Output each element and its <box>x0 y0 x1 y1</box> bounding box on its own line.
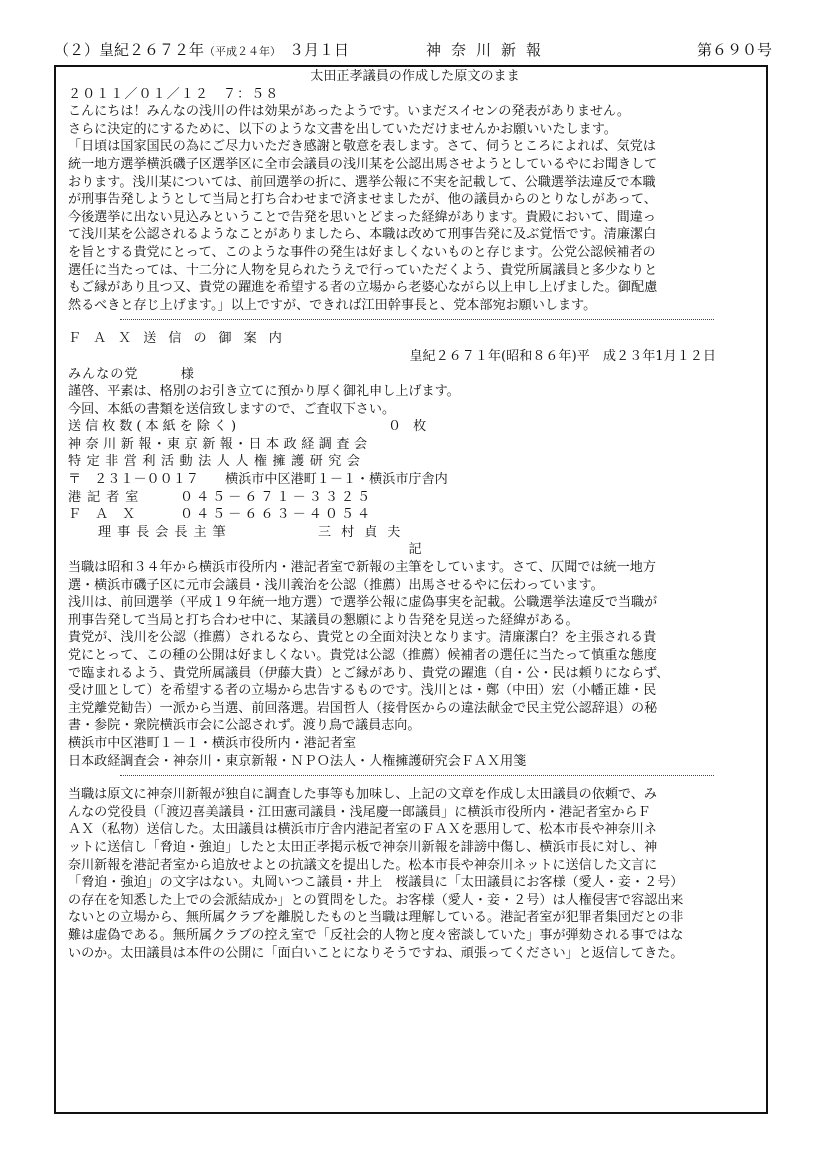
fax-pages: 送信枚数(本紙を除く) ０枚 <box>68 419 439 435</box>
text-line: 難は虚偽である。無所属クラブの控え室で「反社会的人物と度々密談していた」事が弾劾される事ではな <box>68 927 684 943</box>
fax-notice: 今回、本紙の書類を送信致しますので、ご査収下さい。 <box>68 401 396 417</box>
text-line: て浅川某を公認されるようなことがありましたら、本職は改めて刑事告発に及ぶ覚悟です。清廉潔白 <box>68 227 657 243</box>
text-line: もご縁があり且つ又、貴党の躍進を希望する者の立場から老婆心ながら以上申し上げました。御配慮 <box>68 280 658 296</box>
text-line: 選任に当たっては、十二分に人物を見られたうえで行っていただくよう、貴党所属議員と多少なりと <box>68 262 658 278</box>
issue-number: 第６９０号 <box>696 41 772 59</box>
text-line: 日本政経調査会・神奈川・東京新報・ＮＰＯ法人・人権擁護研究会ＦＡＸ用箋 <box>68 753 527 769</box>
text-line: 受け皿として）を希望する者の立場から忠告するものです。浅川とは・鄭（中田）宏（小幡正雄・民 <box>68 683 657 699</box>
text-line: 「脅迫・強迫」の文字はない。丸岡いつこ議員・井上 桜議員に「太田議員にお客様（愛人・妾・２号） <box>68 875 684 891</box>
fax-tel: 港記者室 ０４５－６７１－３３２５ <box>68 489 374 505</box>
section-title: 太田正孝議員の作成した原文のまま <box>310 69 520 84</box>
fax-title: ＦＡＸ送信の御案内 <box>68 331 294 347</box>
text-line: 然るべきと存じ上げます。」以上ですが、できれば江田幹事長と、党本部宛お願いします。 <box>68 297 597 313</box>
text-line: 当職は原文に神奈川新報が独自に調査した事等も加味し、上記の文章を作成し太田議員の依頼で、み <box>68 787 657 803</box>
text-line: んなの党役員（「渡辺喜美議員・江田憲司議員・浅尾慶一郎議員」に横浜市役所内・港記者室からＦ <box>68 804 651 820</box>
text-line: 今後選挙に出ない見込みということで告発を思いとどまった経緯があります。貴殿において、間違っ <box>68 209 656 225</box>
text-line: が刑事告発しようとして当局と打ち合わせまで済ませましたが、他の議員からのとりなしがあって、 <box>68 192 657 208</box>
text-line: 当職は昭和３４年から横浜市役所内・港記者室で新報の主筆をしています。さて、仄聞では統一地方 <box>68 560 656 576</box>
fax-recipient: みんなの党 様 <box>68 366 195 382</box>
text-line: こんにちは！みんなの浅川の件は効果があったようです。いまだスイセンの発表がありません。 <box>68 104 630 120</box>
text-line: 統一地方選挙横浜磯子区選挙区に全市会議員の浅川某を公認出馬させようとしているやにお聞きして <box>68 156 658 172</box>
text-line: 横浜市中区港町１－１・横浜市役所内・港記者室 <box>68 735 357 751</box>
text-line: の存在を知悉した上での会派結成か」との質問をした。お客様（愛人・妾・２号）は人権侵害で容認出来 <box>68 892 684 908</box>
article-body <box>68 68 762 962</box>
text-line: 党にとって、この種の公開は好ましくない。貴党は公認（推薦）候補者の選任に当たって慎重な態度 <box>68 648 657 663</box>
fax-address: 〒 ２３１－００１７ 横浜市中区港町１－１・横浜市庁舎内 <box>68 472 448 488</box>
text-line: いのか。太田議員は本件の公開に「面白いことになりそうですね、頑張ってください」と返信してきた。 <box>68 945 684 961</box>
email-datetime: ２０１１／０１／１２ ７：５８ <box>68 86 280 102</box>
text-line: ＡＸ（私物）送信した。太田議員は横浜市庁舎内港記者室のＦＡＸを悪用して、松本市長や神奈川ネ <box>68 822 657 838</box>
fax-signer: 理事長会長主筆 三村貞夫 <box>98 524 411 540</box>
ki-heading: 記 <box>408 542 422 558</box>
text-line: おります。浅川某については、前回選挙の折に、選挙公報に不実を記載して、公職選挙法違反で本職 <box>68 174 656 190</box>
fax-fax: ＦＡＸ ０４５－６６３－４０５４ <box>68 507 374 523</box>
dotted-separator <box>120 774 714 776</box>
text-line: で臨まれるよう、貴党所属議員（伊藤大貴）とご縁があり、貴党の躍進（自・公・民は頼りにならず、 <box>68 665 670 681</box>
text-line: ットに送信し「脅迫・強迫」したと太田正孝掲示板で神奈川新報を誹謗中傷し、横浜市長に対し、神 <box>68 839 658 855</box>
text-line: 選・横浜市磯子区に元市会議員・浅川義治を公認（推薦）出馬させるやに伝わっています。 <box>68 577 604 593</box>
text-line: 主党離党勧告）一派から当選、前回落選。岩国哲人（接骨医からの違法献金で民主党公認辞退）の秘 <box>68 700 658 716</box>
page-header <box>54 38 772 62</box>
text-line: 刑事告発して当局と打ち合わせ中に、某議員の懇願により告発を見送った経緯がある。 <box>68 612 579 628</box>
text-line: 浅川は、前回選挙（平成１９年統一地方選）で選挙公報に虚偽事実を記載。公職選挙法違反で当職が <box>68 595 658 611</box>
dotted-separator <box>120 318 714 320</box>
newspaper-name: 神奈川新報 <box>426 41 552 59</box>
text-line: 奈川新報を港記者室から追放せよとの抗議文を提出した。松本市長や神奈川ネットに送信した文言に <box>68 857 658 873</box>
fax-org2: 特定非営利活動法人人権擁護研究会 <box>68 454 366 470</box>
issue-date: （２）皇紀２６７２年（平成２４年） ３月１日 <box>54 41 350 59</box>
text-line: を旨とする貴党にとって、このような事件の発生は好ましくないものと存じます。公党公認候補者の <box>68 244 656 260</box>
text-line: さらに決定的にするために、以下のような文書を出していただけませんかお願いいたします。 <box>68 121 617 137</box>
text-line: 「日頃は国家国民の為にご尽力いただき感謝と敬意を表します。さて、伺うところによれば、気党は <box>68 139 656 155</box>
fax-date: 皇紀２６７１年(昭和８６年)平 成２３年1月１２日 <box>409 348 716 364</box>
fax-greeting: 謹啓、平素は、格別のお引き立てに預かり厚く御礼申し上げます。 <box>68 384 460 400</box>
text-line: ないとの立場から、無所属クラブを離脱したものと当職は理解している。港記者室が犯罪者集団だとの非 <box>68 910 684 926</box>
text-line: 貴党が、浅川を公認（推薦）されるなら、貴党との全面対決となります。清廉潔白？を主張される貴 <box>68 630 657 646</box>
text-line: 書・参院・衆院横浜市会に公認されず。渡り鳥で議員志向。 <box>68 718 421 734</box>
fax-org1: 神奈川新報･東京新報･日本政経調査会 <box>68 436 372 452</box>
